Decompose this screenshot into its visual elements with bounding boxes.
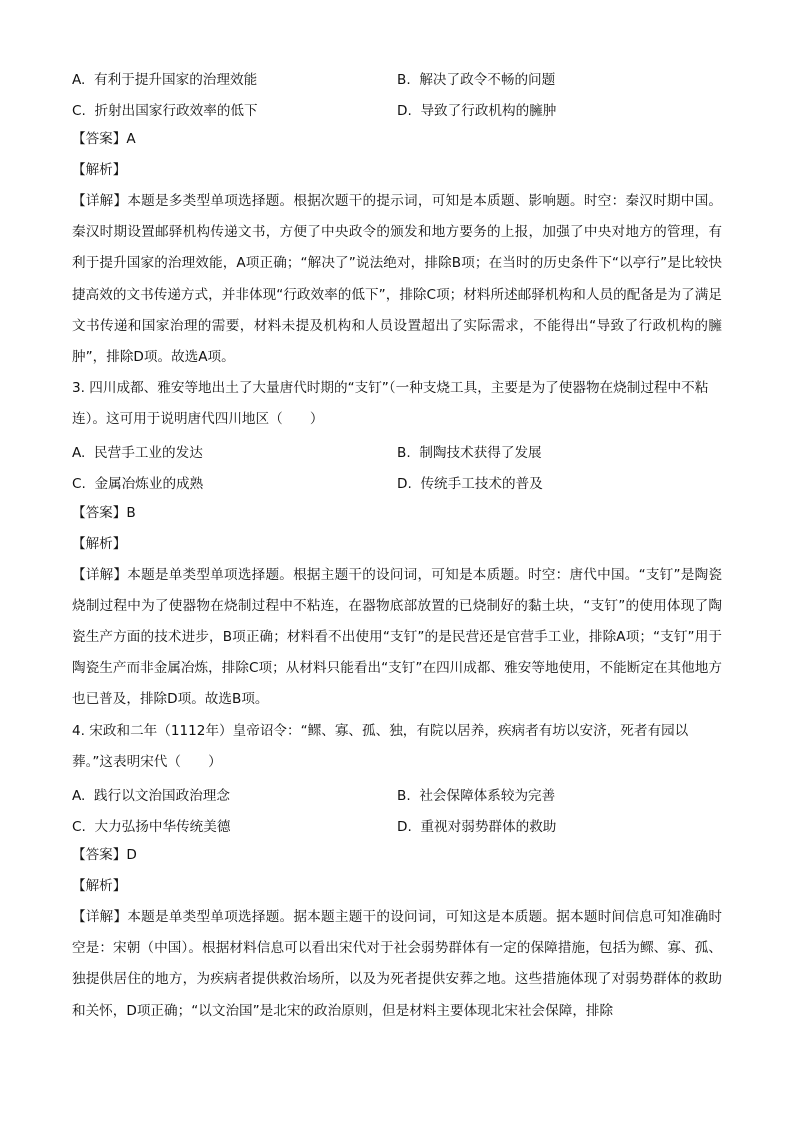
- q3-detail: 【详解】本题是单类型单项选择题。根据主题干的设问词，可知是本质题。时空：唐代中国。“支钉”是陶瓷烧制过程中为了使器物在烧制过程中不粘连，在器物底部放置的已烧制好的黏土块，“支钉”的使用体现了陶瓷生产方面的技术进步，B项正确；材料看不出使用“支钉”的是民营还是官营手工业，排除A项；“支钉”用于陶瓷生产而非金属冶炼，排除C项；从材料只能看出“支钉”在四川成都、雅安等地使用，不能断定在其他地方也已普及，排除D项。故选B项。: [72, 566, 722, 708]
- q3-option-a: A. 民营手工业的发达: [72, 445, 203, 462]
- q3-option-b: B. 制陶技术获得了发展: [397, 445, 542, 462]
- q4-options-row-1: [72, 778, 722, 809]
- q2-analysis-label: 【解析】: [72, 162, 127, 178]
- q4-options-row-2: [72, 809, 722, 840]
- q3-option-d: D. 传统手工技术的普及: [397, 476, 543, 493]
- q2-options-row-2: [72, 93, 722, 124]
- q3-stem: 3. 四川成都、雅安等地出土了大量唐代时期的“支钉”（一种支烧工具，主要是为了使器物在烧制过程中不粘连）。这可用于说明唐代四川地区（ ）: [72, 380, 709, 428]
- q2-option-b: B. 解决了政令不畅的问题: [397, 71, 556, 88]
- q4-option-c: C. 大力弘扬中华传统美德: [72, 818, 231, 835]
- q4-answer: 【答案】D: [72, 847, 137, 864]
- q3-options-row-2: [72, 467, 722, 498]
- q2-option-d: D. 导致了行政机构的臃肿: [397, 102, 557, 119]
- q2-option-a: A. 有利于提升国家的治理效能: [72, 71, 258, 88]
- q4-option-d: D. 重视对弱势群体的救助: [397, 818, 557, 835]
- q4-option-a: A. 践行以文治国政治理念: [72, 787, 230, 804]
- q2-options-row-1: [72, 62, 722, 93]
- q4-detail: 【详解】本题是单类型单项选择题。据本题主题干的设问词，可知这是本质题。据本题时间信息可知准确时空是：宋朝（中国）。根据材料信息可以看出宋代对于社会弱势群体有一定的保障措施，包括为鳏、寡、孤、独提供居住的地方，为疾病者提供救治场所，以及为死者提供安葬之地。这些措施体现了对弱势群体的救助和关怀，D项正确；“以文治国”是北宋的政治原则，但是材料主要体现北宋社会保障，排除: [72, 909, 723, 1019]
- q4-option-b: B. 社会保障体系较为完善: [397, 787, 556, 804]
- q2-option-c: C. 折射出国家行政效率的低下: [72, 102, 258, 119]
- q3-answer: 【答案】B: [72, 504, 136, 521]
- q4-stem: 4. 宋政和二年（1112年）皇帝诏令：“鳏、寡、孤、独，有院以居养，疾病者有坊以安济，死者有园以葬。”这表明宋代（ ）: [72, 722, 689, 770]
- q2-detail: 【详解】本题是多类型单项选择题。根据次题干的提示词，可知是本质题、影响题。时空：秦汉时期中国。秦汉时期设置邮驿机构传递文书，方便了中央政令的颁发和地方要务的上报，加强了中央对地方的管理，有利于提升国家的治理效能，A项正确；“解决了”说法绝对，排除B项；在当时的历史条件下“以亭行”是比较快捷高效的文书传递方式，并非体现“行政效率的低下”，排除C项；材料所述邮驿机构和人员的配备是为了满足文书传递和国家治理的需要，材料未提及机构和人员设置超出了实际需求，不能得出“导致了行政机构的臃肿”，排除D项。故选A项。: [72, 193, 723, 366]
- q4-analysis-label: 【解析】: [72, 878, 127, 895]
- q2-answer: 【答案】A: [72, 131, 136, 147]
- q3-analysis-label: 【解析】: [72, 535, 127, 552]
- q3-option-c: C. 金属冶炼业的成熟: [72, 476, 204, 493]
- document-page: [72, 62, 722, 1027]
- q3-options-row-1: [72, 436, 722, 467]
